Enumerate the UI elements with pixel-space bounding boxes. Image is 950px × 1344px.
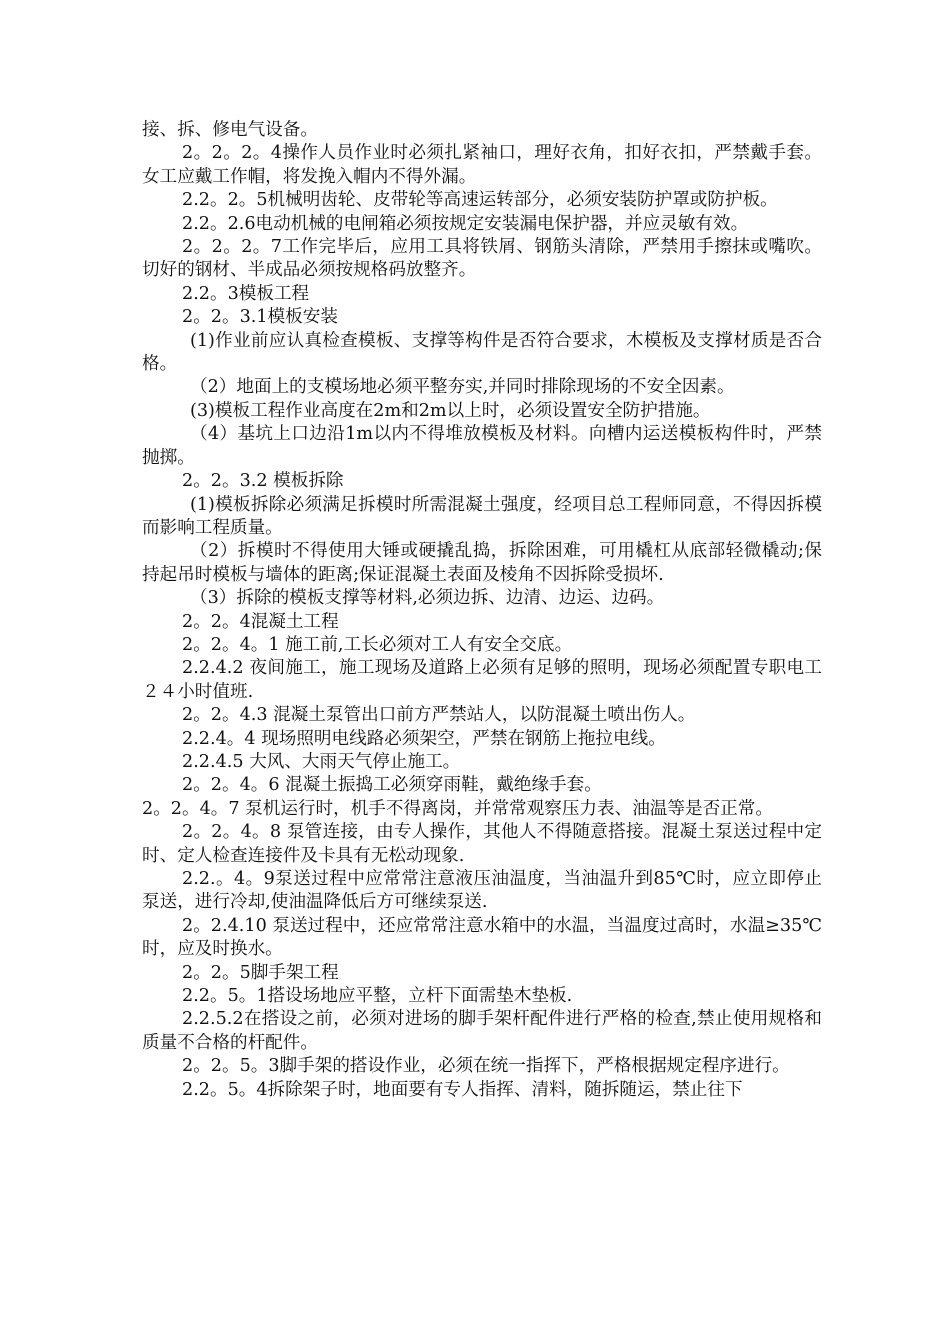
paragraph: 2.2。2.6电动机械的电闸箱必须按规定安装漏电保护器，并应灵敏有效。: [182, 213, 749, 234]
paragraph: 2。2。2。4操作人员作业时必须扎紧袖口，理好衣角，扣好衣扣，严禁戴手套。女工应戴工作帽，将发挽入帽内不得外漏。: [142, 143, 822, 187]
paragraph: （4）基坑上口边沿1m以内不得堆放模板及材料。向槽内运送模板构件时，严禁抛掷。: [142, 424, 822, 468]
paragraph: 2。2。5。3脚手架的搭设作业，必须在统一指挥下，严格根据规定程序进行。: [182, 1056, 790, 1077]
paragraph: 2.2.5.2在搭设之前，必须对进场的脚手架杆配件进行严格的检查,禁止使用规格和质量不合格的杆配件。: [142, 1009, 822, 1053]
section-heading: 2。2。5脚手架工程: [182, 962, 339, 983]
paragraph: 2。2。2。7工作完毕后，应用工具将铁屑、钢筋头清除，严禁用手擦抹或嘴吹。切好的钢材、半成品必须按规格码放整齐。: [142, 237, 822, 281]
section-heading: 2。2。4混凝土工程: [182, 611, 339, 632]
paragraph: 2.2.4.5 大风、大雨天气停止施工。: [182, 751, 461, 772]
paragraph: （2）拆模时不得使用大锤或硬撬乱捣，拆除困难，可用橇杠从底部轻微橇动;保持起吊时模板与墙体的距离;保证混凝土表面及棱角不因拆除受损坏.: [142, 541, 822, 585]
document-body: [142, 119, 822, 1102]
subsection-heading: 2。2。3.1模板安装: [182, 307, 338, 328]
paragraph: 2.2.。4。9泵送过程中应常常注意液压油温度，当油温升到85℃时，应立即停止泵送，进行冷却,使油温降低后方可继续泵送.: [142, 869, 822, 913]
paragraph: (1)作业前应认真检查模板、支撑等构件是否符合要求，木模板及支撑材质是否合格。: [142, 330, 822, 375]
paragraph: 2。2.4.10 泵送过程中，还应常常注意水箱中的水温，当温度过高时，水温≥35℃时，应及时换水。: [142, 915, 822, 960]
paragraph: 2。2。4。6 混凝土振捣工必须穿雨鞋，戴绝缘手套。: [182, 775, 602, 796]
subsection-heading: 2。2。3.2 模板拆除: [182, 471, 344, 492]
paragraph: 2.2。5。1搭设场地应平整，立杆下面需垫木垫板.: [182, 986, 573, 1007]
paragraph: 2。2。4。8 泵管连接，由专人操作，其他人不得随意搭接。混凝土泵送过程中定时、定人检查连接件及卡具有无松动现象.: [142, 822, 822, 866]
paragraph: (1)模板拆除必须满足拆模时所需混凝土强度，经项目总工程师同意，不得因拆模而影响工程质量。: [142, 494, 822, 538]
paragraph: 2.2。5。4拆除架子时，地面要有专人指挥、清料，随拆随运，禁止往下: [182, 1079, 743, 1100]
paragraph: （2）地面上的支模场地必须平整夯实,并同时排除现场的不安全因素。: [190, 377, 735, 398]
paragraph: (3)模板工程作业高度在2m和2m以上时，必须设置安全防护措施。: [190, 400, 711, 421]
paragraph: 2。2。4。7 泵机运行时，机手不得离岗，并常常观察压力表、油温等是否正常。: [142, 798, 773, 819]
paragraph: 2。2。4。1 施工前,工长必须对工人有安全交底。: [182, 634, 573, 655]
paragraph: 接、拆、修电气设备。: [142, 120, 318, 140]
paragraph: 2。2。4.3 混凝土泵管出口前方严禁站人，以防混凝土喷出伤人。: [182, 705, 696, 726]
paragraph: 2.2.4.2 夜间施工，施工现场及道路上必须有足够的照明，现场必须配置专职电工２４小时值班.: [142, 658, 822, 702]
section-heading: 2.2。3模板工程: [182, 283, 310, 304]
paragraph: 2.2。2。5机械明齿轮、皮带轮等高速运转部分，必须安装防护罩或防护板。: [182, 190, 778, 211]
paragraph: 2.2.4。4 现场照明电线路必须架空，严禁在钢筋上拖拉电线。: [182, 728, 666, 749]
paragraph: （3）拆除的模板支撑等材料,必须边拆、边清、边运、边码。: [190, 588, 665, 609]
